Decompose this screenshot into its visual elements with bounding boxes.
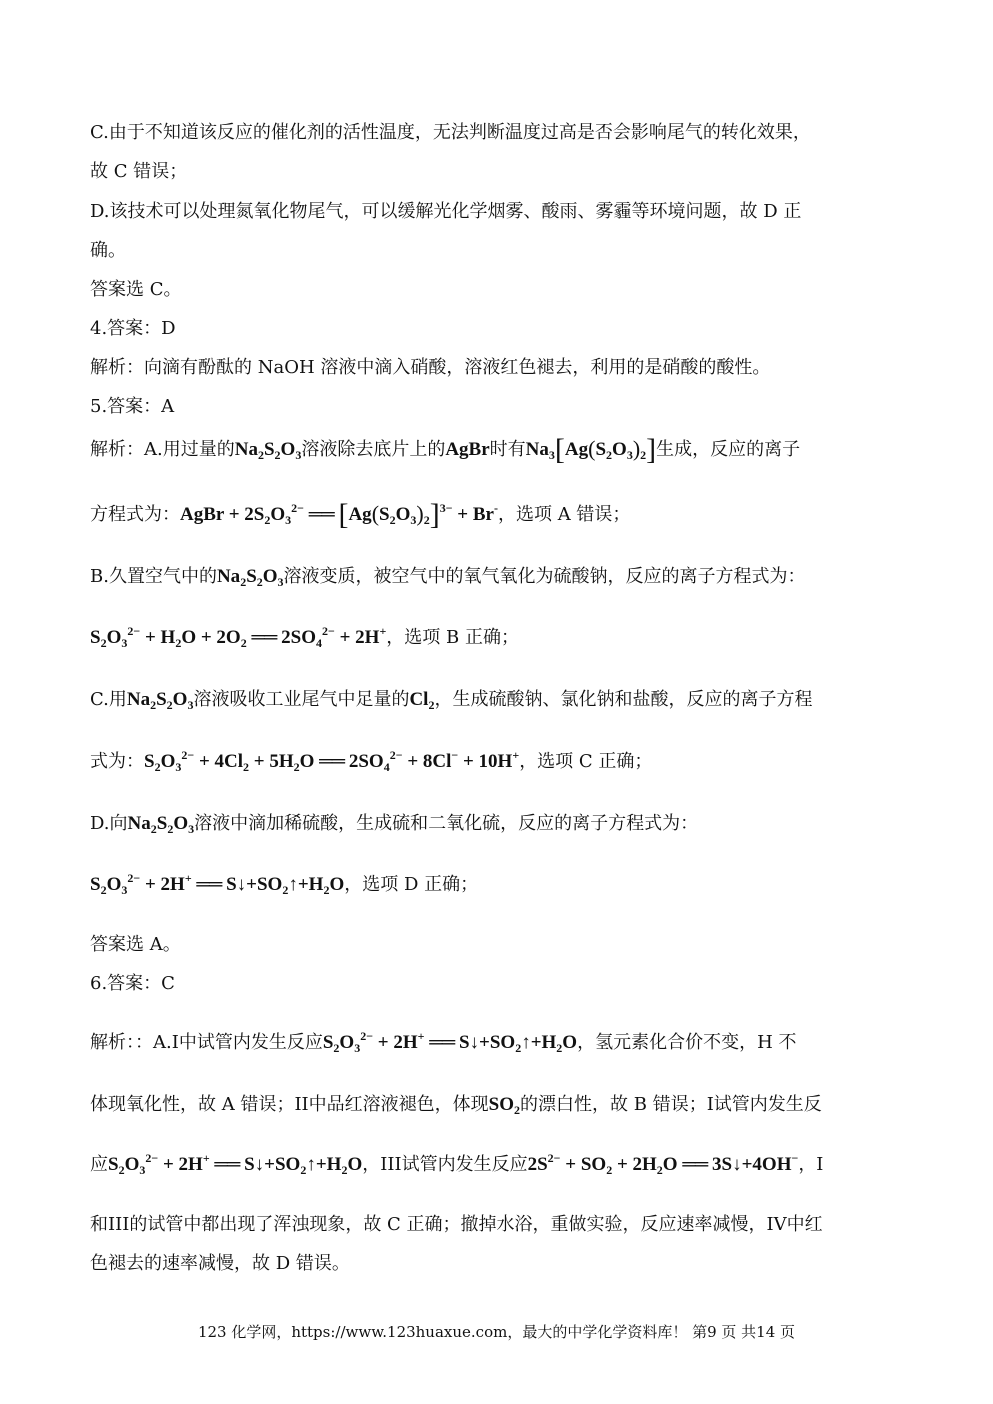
q5-option-b-line2: $S_2O_3^{2-} + H_2O + 2O_2$ ══ $2SO_4^{2-} + 2H^+$，选项 B 正确； (90, 624, 519, 650)
q5-option-a-line1: 解析：A.用过量的$Na_2S_2O_3$溶液除去底片上的AgBr时有$Na_3[Ag(S_2O_3)_2]$生成，反应的离子 (90, 433, 801, 466)
q5-option-c-line1: C.用$Na_2S_2O_3$溶液吸收工业尾气中足量的$Cl_2$，生成硫酸钠、氯化钠和盐酸，反应的离子方程 (90, 689, 813, 712)
equation-d: $S_2O_3^{2-} + 2H^+$ ══ $S↓+SO_2↑+H_2O$ (90, 871, 345, 897)
formula-so2: $SO_2$ (488, 1094, 521, 1117)
equation-a: AgBr + $2S_2O_3^{2-}$ ══ $[Ag(S_2O_3)_2]^{3-} + Br^-$ (180, 498, 498, 531)
equation-q6-i: $S_2O_3^{2-} + 2H^+$ ══ $S↓+SO_2↑+H_2O$ (322, 1029, 578, 1055)
page-footer: 123 化学网，https://www.123huaxue.com，最大的中学化学资料库！ 第9 页 共14 页 (197, 1323, 796, 1341)
formula-na2s2o3: $Na_2S_2O_3$ (126, 689, 194, 712)
line-q4-answer: 4.答案：D (90, 318, 176, 339)
formula-complex-salt: $Na_3[Ag(S_2O_3)_2]$ (525, 433, 657, 466)
q6-explanation-line4: 和III的试管中都出现了浑浊现象，故 C 正确；撤掉水浴，重做实验，反应速率减慢，IV中红 (90, 1214, 823, 1235)
line-answer-c: 答案选 C。 (90, 279, 182, 300)
q5-answer: 答案选 A。 (90, 934, 181, 955)
line-c-conclusion: 故 C 错误； (90, 161, 188, 182)
q6-answer: 6.答案：C (90, 973, 175, 994)
equation-c: $S_2O_3^{2-} + 4Cl_2 + 5H_2O$ ══ $2SO_4^{2-} + 8Cl^- + 10H^+$ (144, 748, 520, 774)
q6-explanation-line1: 解析：：A.I中试管内发生反应$S_2O_3^{2-} + 2H^+$ ══ $S↓+SO_2↑+H_2O$，氢元素化合价不变，H 不 (90, 1029, 797, 1055)
line-c-explanation: C.由于不知道该反应的催化剂的活性温度，无法判断温度过高是否会影响尾气的转化效果， (90, 122, 811, 143)
formula-na2s2o3: $Na_2S_2O_3$ (216, 566, 284, 589)
formula-na2s2o3: $Na_2S_2O_3$ (127, 813, 195, 836)
q5-option-b-line1: B.久置空气中的$Na_2S_2O_3$溶液变质，被空气中的氧气氧化为硫酸钠，反应的离子方程式为： (90, 566, 806, 589)
line-d-explanation: D.该技术可以处理氮氧化物尾气，可以缓解光化学烟雾、酸雨、雾霾等环境问题，故 D 正 (90, 201, 802, 222)
q5-option-d-line2: $S_2O_3^{2-} + 2H^+$ ══ $S↓+SO_2↑+H_2O$，选项 D 正确； (90, 871, 479, 897)
q5-option-d-line1: D.向$Na_2S_2O_3$溶液中滴加稀硫酸，生成硫和二氧化硫，反应的离子方程式为： (90, 813, 699, 836)
line-q5-answer: 5.答案：A (90, 396, 175, 417)
q6-explanation-line3: 应$S_2O_3^{2-} + 2H^+$ ══ $S↓+SO_2↑+H_2O$，III试管内发生反应$2S^{2-} + SO_2 + 2H_2O$ ══ 3S↓+4OH−，I (90, 1151, 824, 1177)
formula-agbr: AgBr (445, 439, 490, 460)
q6-explanation-line5: 色褪去的速率减慢，故 D 错误。 (90, 1253, 350, 1274)
formula-na2s2o3: $Na_2S_2O_3$ (234, 439, 302, 462)
formula-cl2: $Cl_2$ (409, 689, 435, 712)
line-d-conclusion: 确。 (90, 240, 126, 261)
q5-option-a-line2: 方程式为：AgBr + $2S_2O_3^{2-}$ ══ $[Ag(S_2O_3)_2]^{3-} + Br^-$，选项 A 错误； (90, 498, 631, 531)
q5-option-c-line2: 式为：$S_2O_3^{2-} + 4Cl_2 + 5H_2O$ ══ $2SO_4^{2-} + 8Cl^- + 10H^+$，选项 C 正确； (90, 748, 653, 774)
line-q4-explanation: 解析：向滴有酚酞的 NaOH 溶液中滴入硝酸，溶液红色褪去，利用的是硝酸的酸性。 (90, 357, 771, 378)
equation-q6-iii: $2S^{2-} + SO_2 + 2H_2O$ ══ 3S↓+4OH− (527, 1151, 799, 1177)
equation-b: $S_2O_3^{2-} + H_2O + 2O_2$ ══ $2SO_4^{2-} + 2H^+$ (90, 624, 387, 650)
equation-q6-i-repeat: $S_2O_3^{2-} + 2H^+$ ══ $S↓+SO_2↑+H_2O$ (108, 1151, 363, 1177)
q6-explanation-line2: 体现氧化性，故 A 错误；II中品红溶液褪色，体现$SO_2$的漂白性，故 B 错误；I试管内发生反 (90, 1094, 822, 1117)
